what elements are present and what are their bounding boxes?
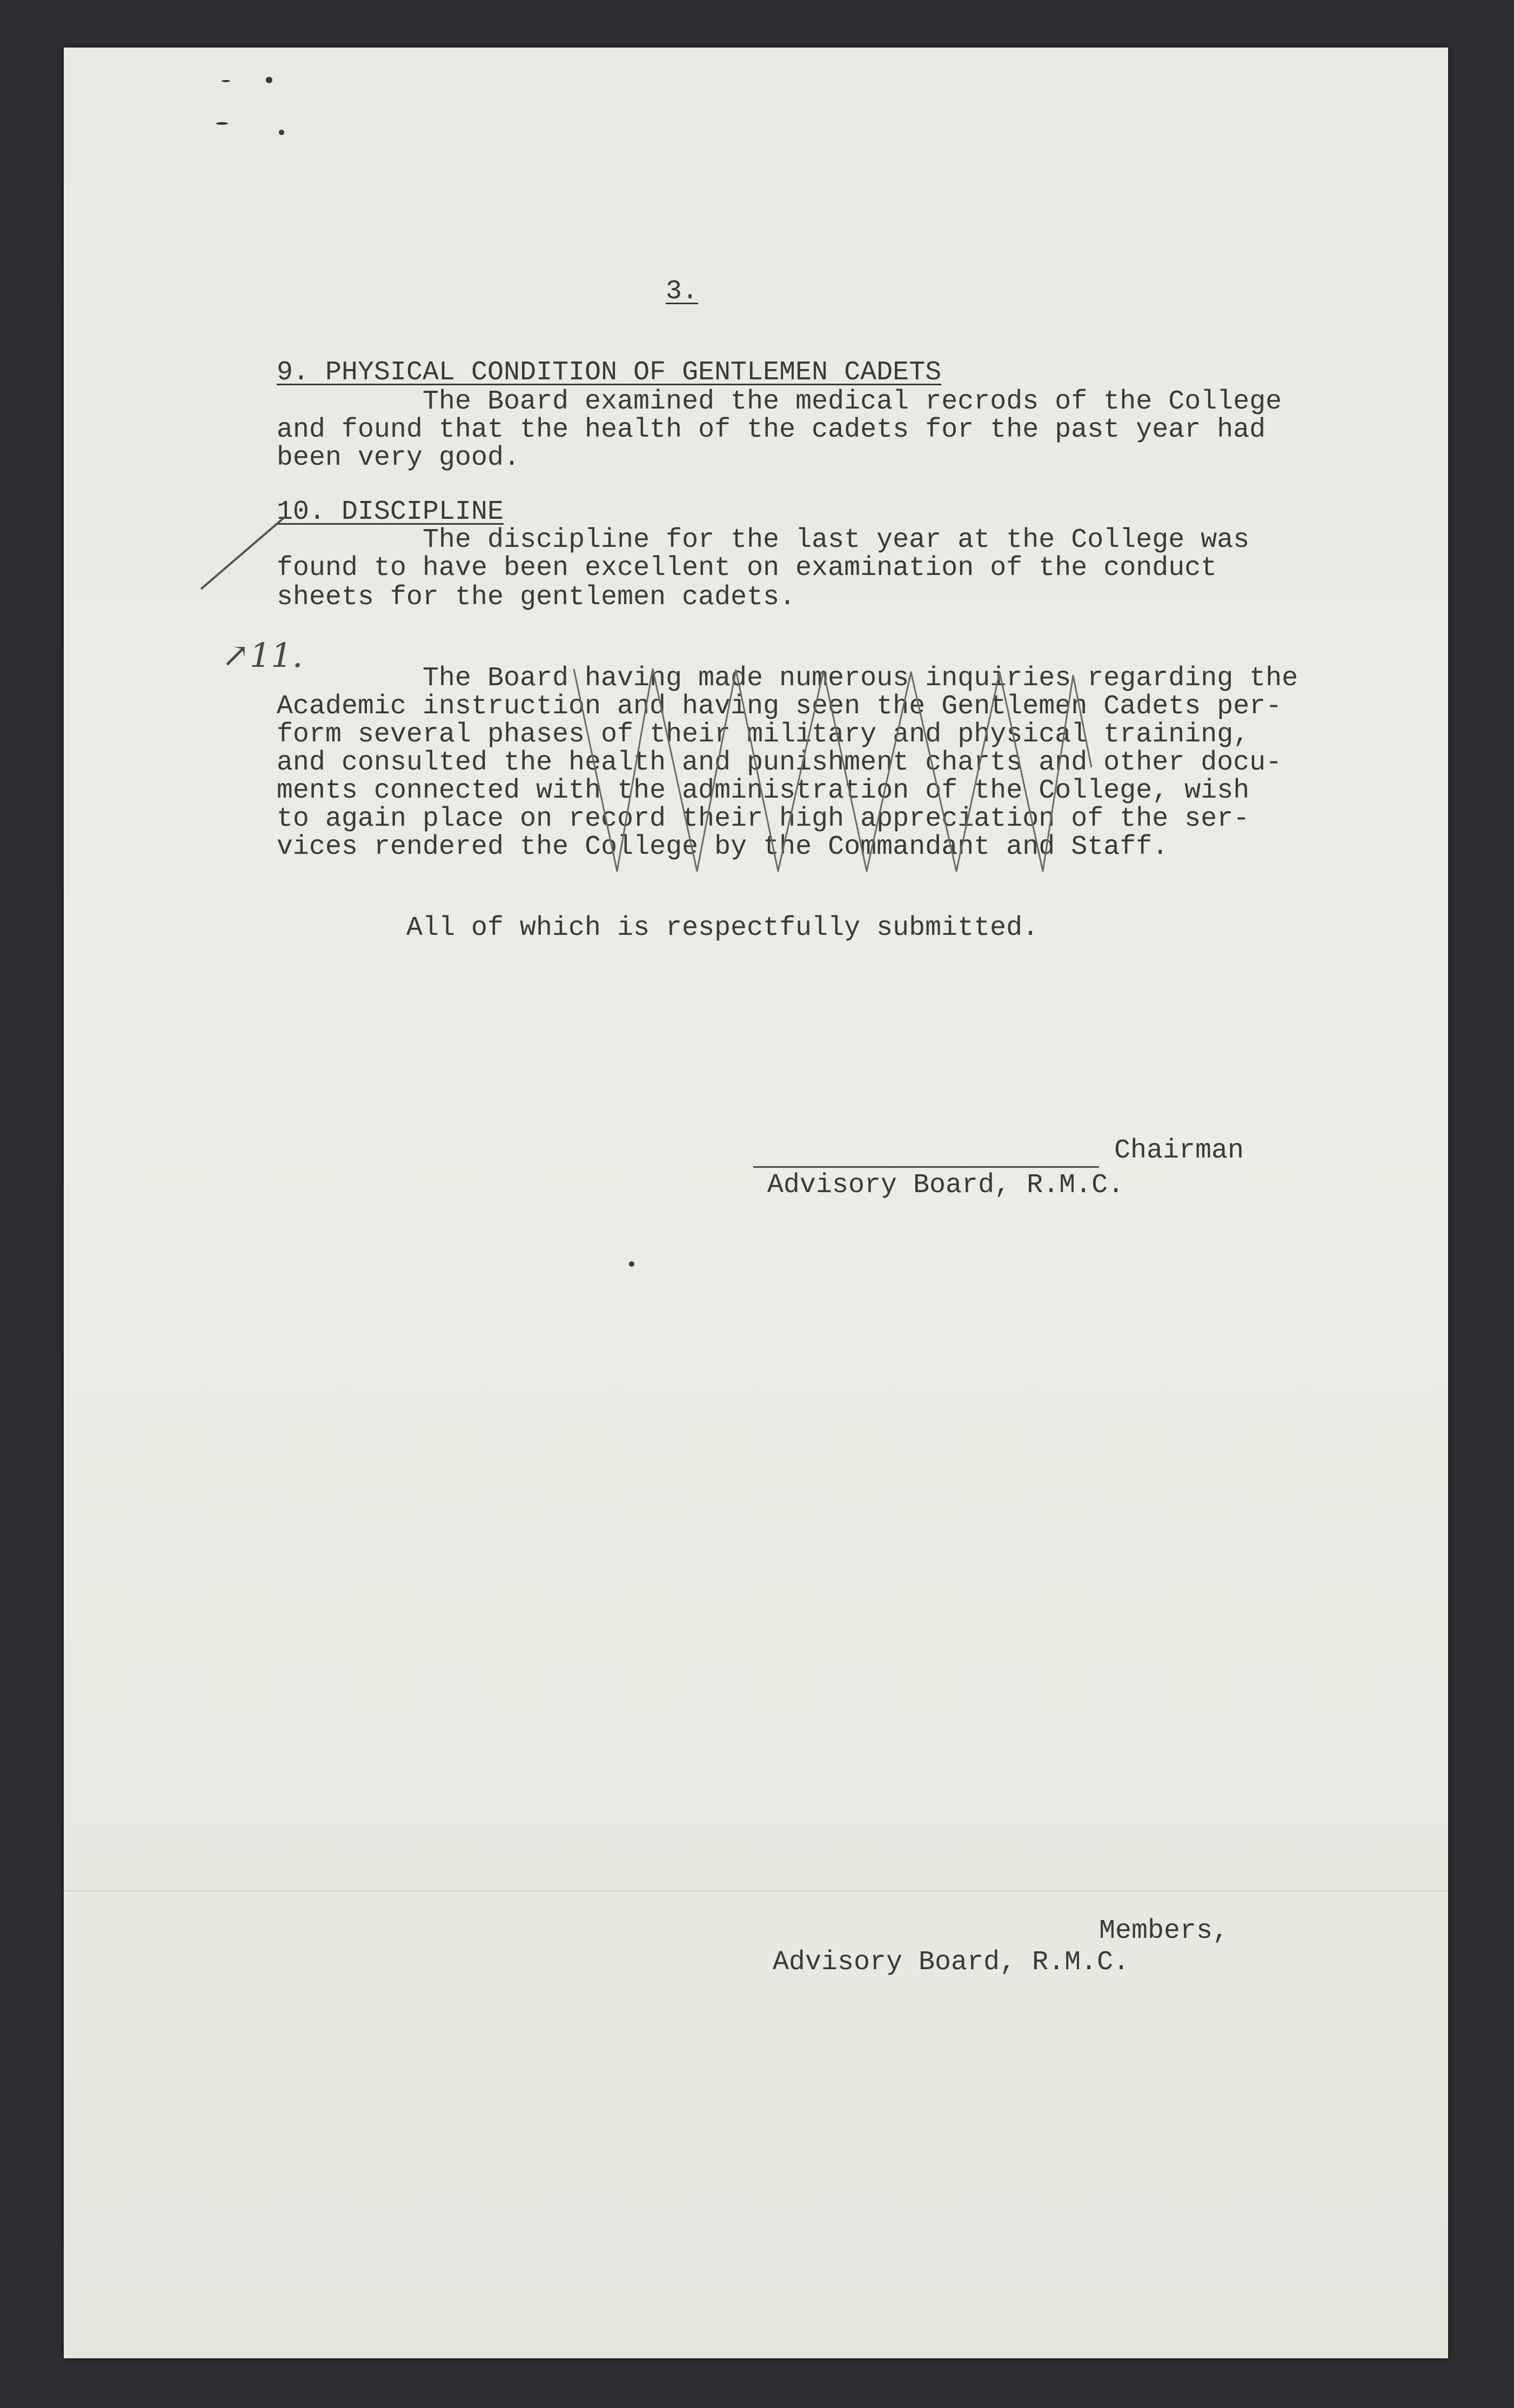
- ink-speck: [629, 1261, 634, 1267]
- closing-line: All of which is respectfully submitted.: [406, 913, 1039, 944]
- section-11-line: and consulted the health and punishment charts and other docu-: [277, 747, 1282, 778]
- section-10-heading: 10. DISCIPLINE: [277, 497, 504, 527]
- page-number: 3.: [666, 276, 699, 307]
- section-10-line: found to have been excellent on examination of the conduct: [277, 553, 1217, 584]
- members-title: Members,: [1099, 1916, 1229, 1947]
- ink-speck: [216, 122, 228, 125]
- pencil-scribble: [574, 669, 1091, 871]
- ink-speck: [279, 130, 284, 135]
- section-10-line: The discipline for the last year at the College was: [277, 525, 1250, 556]
- section-11-line: ments connected with the administration of the College, wish: [277, 775, 1250, 806]
- members-board-label: Advisory Board, R.M.C.: [773, 1947, 1130, 1978]
- section-11-line: The Board having made numerous inquiries regarding the: [277, 663, 1298, 694]
- ink-speck: [222, 80, 230, 82]
- section-9-line: been very good.: [277, 443, 520, 473]
- section-11-line: Academic instruction and having seen the Gentlemen Cadets per-: [277, 691, 1282, 722]
- margin-note-11: ↗11.: [222, 636, 303, 675]
- chairman-title: Chairman: [1114, 1135, 1244, 1166]
- section-9-line: The Board examined the medical recrods of the College: [277, 386, 1282, 417]
- section-9-heading: 9. PHYSICAL CONDITION OF GENTLEMEN CADETS: [277, 357, 942, 388]
- section-10-line: sheets for the gentlemen cadets.: [277, 582, 796, 613]
- section-11-line: to again place on record their high appreciation of the ser-: [277, 804, 1250, 834]
- chairman-board-label: Advisory Board, R.M.C.: [767, 1170, 1124, 1201]
- section-9-line: and found that the health of the cadets for the past year had: [277, 414, 1266, 445]
- section-11-line: vices rendered the College by the Commandant and Staff.: [277, 832, 1169, 862]
- margin-pencil-stroke: [201, 517, 285, 589]
- section-11-line: form several phases of their military and physical training,: [277, 719, 1250, 750]
- ink-speck: [266, 77, 272, 83]
